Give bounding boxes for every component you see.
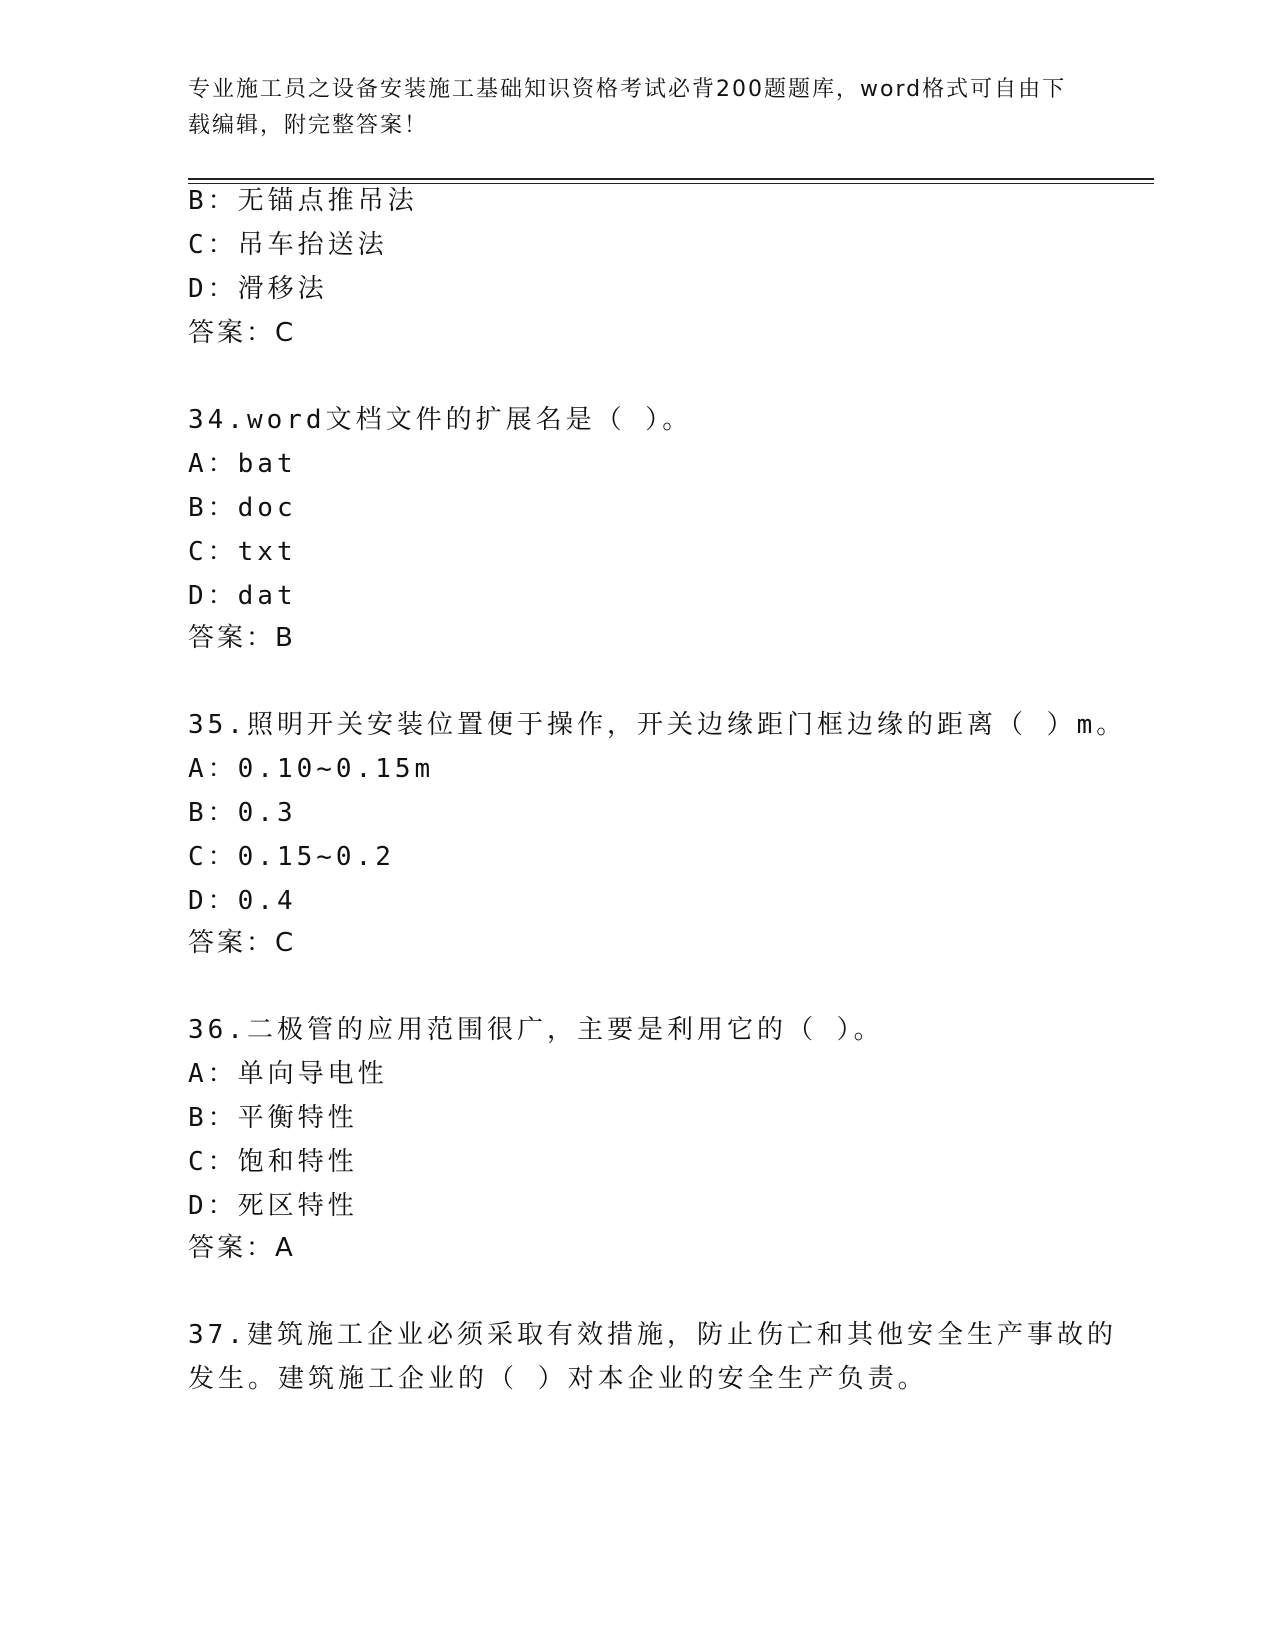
option-c: C：吊车抬送法	[188, 230, 388, 260]
document-header-title: 专业施工员之设备安装施工基础知识资格考试必背200题题库，word格式可自由下载编辑，附完整答案！	[188, 77, 1067, 138]
question-35-stem: 35.照明开关安装位置便于操作，开关边缘距门框边缘的距离（ ）m。	[188, 710, 1127, 740]
question-34-option-b: B：doc	[188, 493, 297, 523]
question-36-stem: 36.二极管的应用范围很广，主要是利用它的（ ）。	[188, 1015, 884, 1045]
question-35-option-a: A：0.10~0.15m	[188, 754, 435, 784]
question-37-stem-line-2: 发生。建筑施工企业的（ ）对本企业的安全生产负责。	[188, 1364, 928, 1394]
question-34-option-d: D：dat	[188, 581, 297, 611]
question-36-option-d: D：死区特性	[188, 1191, 358, 1221]
question-34-answer: 答案：B	[188, 623, 296, 653]
answer-line: 答案：C	[188, 318, 297, 348]
question-36-option-b: B：平衡特性	[188, 1103, 358, 1133]
question-36-option-c: C：饱和特性	[188, 1147, 358, 1177]
question-34-option-c: C：txt	[188, 537, 297, 567]
question-36-option-a: A：单向导电性	[188, 1059, 388, 1089]
question-35-option-d: D：0.4	[188, 886, 297, 916]
question-35-answer: 答案：C	[188, 928, 297, 958]
question-37-stem-line-1: 37.建筑施工企业必须采取有效措施，防止伤亡和其他安全生产事故的	[188, 1320, 1117, 1350]
option-b: B：无锚点推吊法	[188, 186, 418, 216]
question-34-stem: 34.word文档文件的扩展名是（ ）。	[188, 405, 693, 435]
question-36-answer: 答案：A	[188, 1233, 296, 1263]
option-d: D：滑移法	[188, 274, 328, 304]
question-34-option-a: A：bat	[188, 449, 297, 479]
question-35-option-b: B：0.3	[188, 798, 297, 828]
question-35-option-c: C：0.15~0.2	[188, 842, 395, 872]
